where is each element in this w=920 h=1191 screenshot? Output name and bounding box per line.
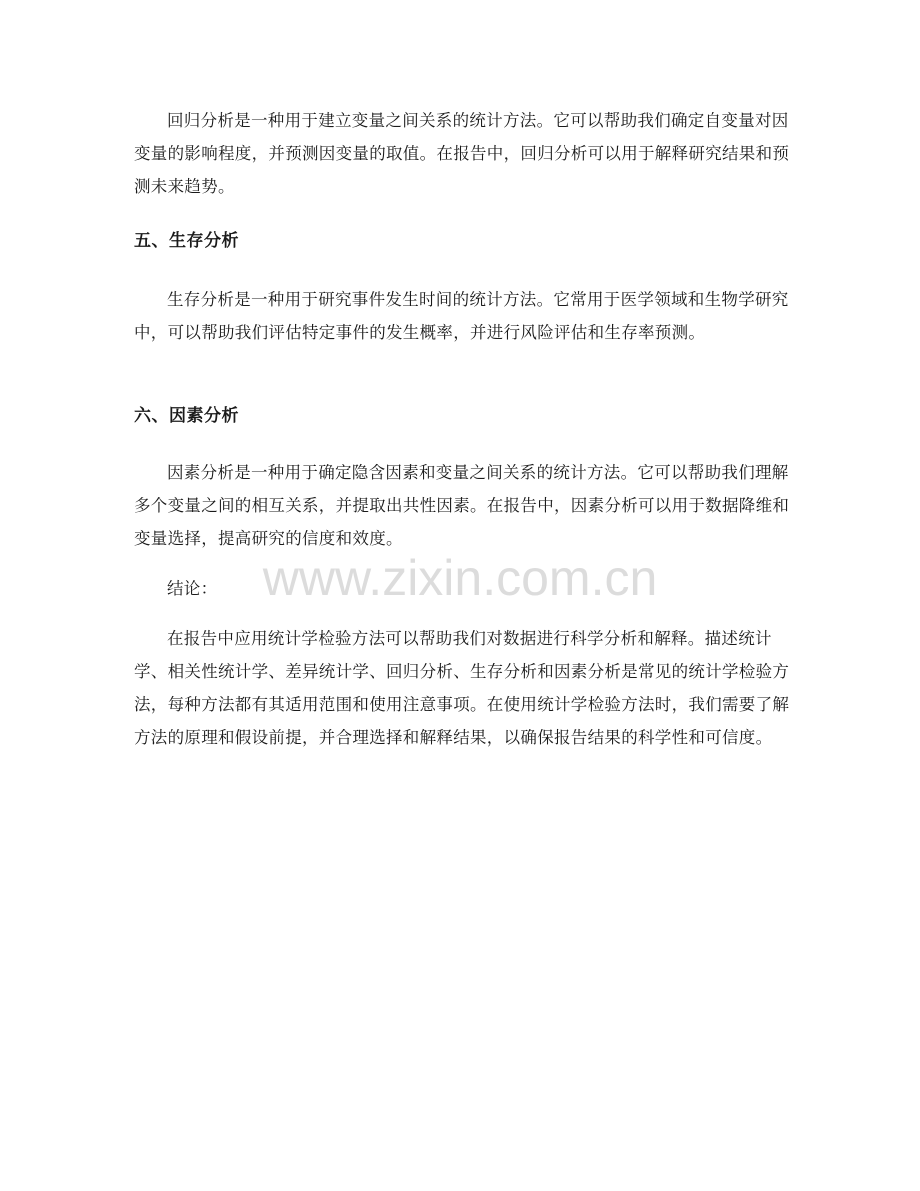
- regression-paragraph: 回归分析是一种用于建立变量之间关系的统计方法。它可以帮助我们确定自变量对因变量的影响程度，并预测因变量的取值。在报告中，回归分析可以用于解释研究结果和预测未来趋势。: [134, 111, 790, 196]
- factor-paragraph: 因素分析是一种用于确定隐含因素和变量之间关系的统计方法。它可以帮助我们理解多个变量之间的相互关系，并提取出共性因素。在报告中，因素分析可以用于数据降维和变量选择，提高研究的信度和效度。: [134, 463, 790, 548]
- factor-analysis-heading: 六、因素分析: [134, 406, 239, 426]
- watermark: www.zixin.com.cn: [262, 550, 658, 606]
- conclusion-paragraph: 在报告中应用统计学检验方法可以帮助我们对数据进行科学分析和解释。描述统计学、相关性统计学、差异统计学、回归分析、生存分析和因素分析是常见的统计学检验方法，每种方法都有其适用范围和使用注意事项。在使用统计学检验方法时，我们需要了解方法的原理和假设前提，并合理选择和解释结果，以确保报告结果的科学性和可信度。: [134, 629, 790, 747]
- survival-analysis-heading: 五、生存分析: [134, 231, 239, 251]
- conclusion-label: 结论：: [167, 579, 218, 598]
- survival-paragraph: 生存分析是一种用于研究事件发生时间的统计方法。它常用于医学领域和生物学研究中，可以帮助我们评估特定事件的发生概率，并进行风险评估和生存率预测。: [134, 290, 789, 342]
